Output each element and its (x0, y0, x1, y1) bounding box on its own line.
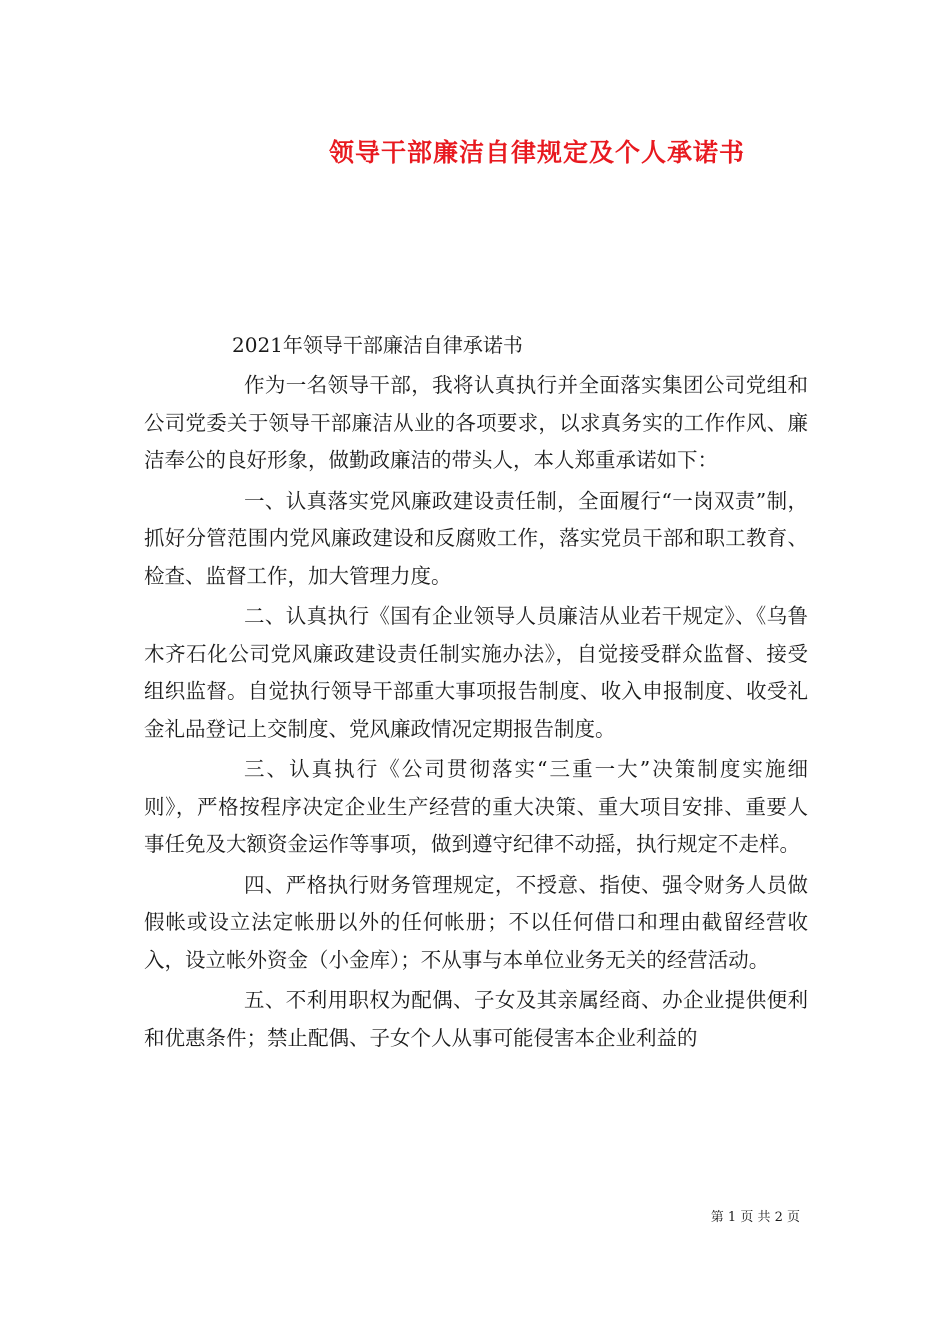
paragraph-item-1: 一、认真落实党风廉政建设责任制，全面履行“一岗双责”制，抓好分管范围内党风廉政建设和反腐败工作，落实党员干部和职工教育、检查、监督工作，加大管理力度。 (144, 488, 808, 588)
paragraph-intro: 作为一名领导干部，我将认真执行并全面落实集团公司党组和公司党委关于领导干部廉洁从业的各项要求，以求真务实的工作作风、廉洁奉公的良好形象，做勤政廉洁的带头人，本人郑重承诺如下： (144, 373, 808, 472)
paragraph-item-2: 二、认真执行《国有企业领导人员廉洁从业若干规定》、《乌鲁木齐石化公司党风廉政建设责任制实施办法》，自觉接受群众监督、接受组织监督。自觉执行领导干部重大事项报告制度、收入申报制度、收受礼金礼品登记上交制度、党风廉政情况定期报告制度。 (144, 604, 808, 741)
page-number: 第 1 页 共 2 页 (710, 1210, 800, 1225)
document-body (144, 327, 808, 1060)
document-title: 领导干部廉洁自律规定及个人承诺书 (328, 138, 745, 167)
paragraph-item-5: 五、不利用职权为配偶、子女及其亲属经商、办企业提供便利和优惠条件；禁止配偶、子女个人从事可能侵害本企业利益的 (144, 988, 808, 1050)
paragraph-item-3: 三、认真执行《公司贯彻落实“三重一大”决策制度实施细则》，严格按程序决定企业生产经营的重大决策、重大项目安排、重要人事任免及大额资金运作等事项，做到遵守纪律不动摇，执行规定不走样。 (144, 757, 808, 856)
document-subtitle: 2021年领导干部廉洁自律承诺书 (232, 333, 523, 357)
paragraph-item-4: 四、严格执行财务管理规定，不授意、指使、强令财务人员做假帐或设立法定帐册以外的任何帐册；不以任何借口和理由截留经营收入，设立帐外资金（小金库）；不从事与本单位业务无关的经营活动。 (144, 872, 808, 972)
